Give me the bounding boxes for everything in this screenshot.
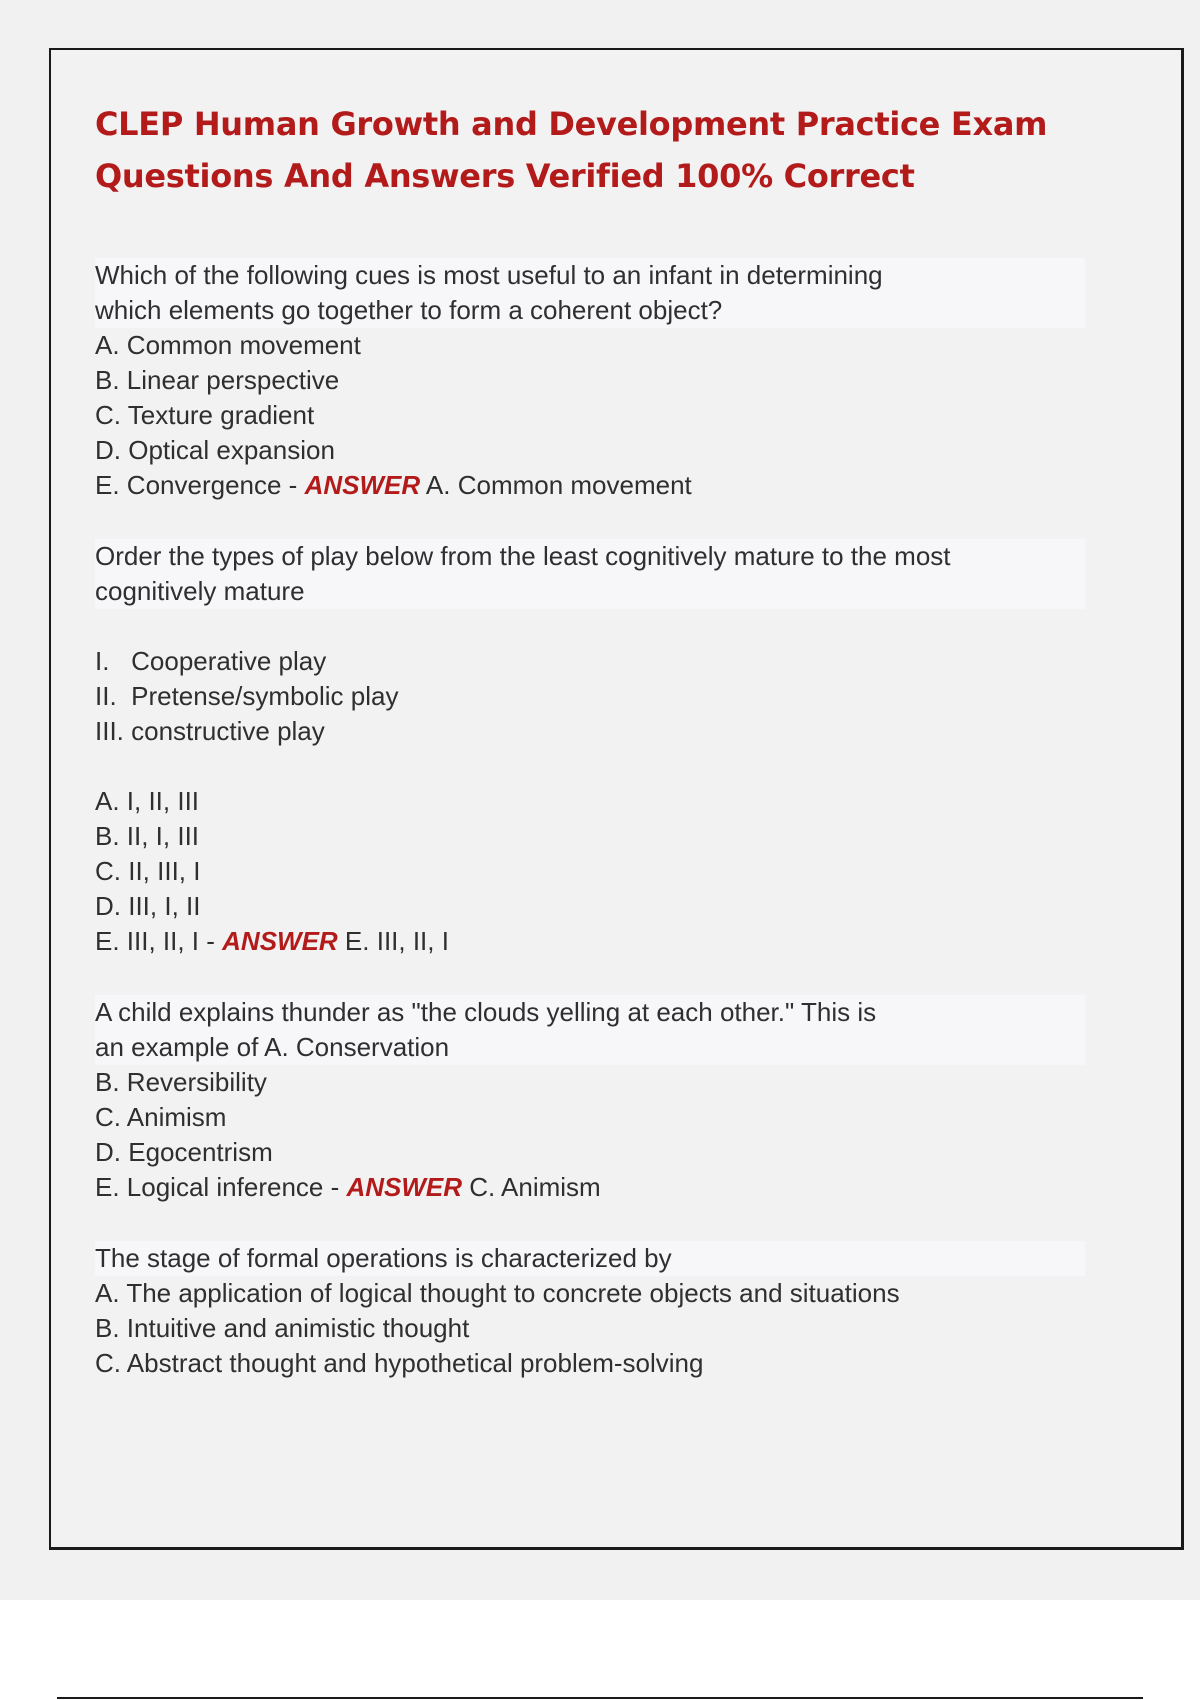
option: A. The application of logical thought to concrete objects and situations (95, 1278, 900, 1308)
question-stem: an example of A. Conservation (95, 1030, 1085, 1065)
question-stem: which elements go together to form a coherent object? (95, 293, 1085, 328)
answer-text: A. Common movement (420, 470, 692, 500)
option: E. Convergence - (95, 470, 305, 500)
footer-rule (57, 1697, 1143, 1699)
list-item: I. Cooperative play (95, 646, 327, 676)
option: B. II, I, III (95, 821, 200, 851)
option: C. Animism (95, 1102, 227, 1132)
option: E. III, II, I - (95, 926, 223, 956)
question-4 (95, 1241, 1085, 1381)
list-item: II. Pretense/symbolic play (95, 681, 399, 711)
document-content (95, 98, 1085, 1381)
option: B. Reversibility (95, 1067, 267, 1097)
document-title (95, 98, 1085, 202)
option: C. Texture gradient (95, 400, 315, 430)
question-stem: A child explains thunder as "the clouds yelling at each other." This is (95, 995, 1085, 1030)
option: D. Egocentrism (95, 1137, 273, 1167)
answer-keyword: ANSWER (222, 926, 338, 956)
title-line-2: Questions And Answers Verified 100% Correct (95, 157, 915, 195)
answer-line (95, 468, 1085, 503)
answer-keyword: ANSWER (304, 470, 421, 500)
question-3 (95, 995, 1085, 1205)
option: B. Intuitive and animistic thought (95, 1313, 470, 1343)
question-1 (95, 258, 1085, 503)
option: E. Logical inference - (95, 1172, 347, 1202)
answer-line (95, 1170, 1085, 1205)
answer-line (95, 924, 1085, 959)
option: C. II, III, I (95, 856, 201, 886)
answer-text: C. Animism (462, 1172, 601, 1202)
answer-text: E. III, II, I (337, 926, 449, 956)
option: C. Abstract thought and hypothetical problem-solving (95, 1348, 704, 1378)
title-line-1: CLEP Human Growth and Development Practice Exam (95, 105, 1048, 143)
question-stem: Order the types of play below from the least cognitively mature to the most (95, 539, 1085, 574)
option: A. I, II, III (95, 786, 200, 816)
option: B. Linear perspective (95, 365, 340, 395)
question-stem: cognitively mature (95, 574, 1085, 609)
list-item: III. constructive play (95, 716, 325, 746)
option: A. Common movement (95, 330, 361, 360)
answer-keyword: ANSWER (346, 1172, 463, 1202)
question-stem: Which of the following cues is most useful to an infant in determining (95, 258, 1085, 293)
option: D. III, I, II (95, 891, 201, 921)
question-stem: The stage of formal operations is characterized by (95, 1241, 1085, 1276)
question-2 (95, 539, 1085, 959)
option: D. Optical expansion (95, 435, 335, 465)
